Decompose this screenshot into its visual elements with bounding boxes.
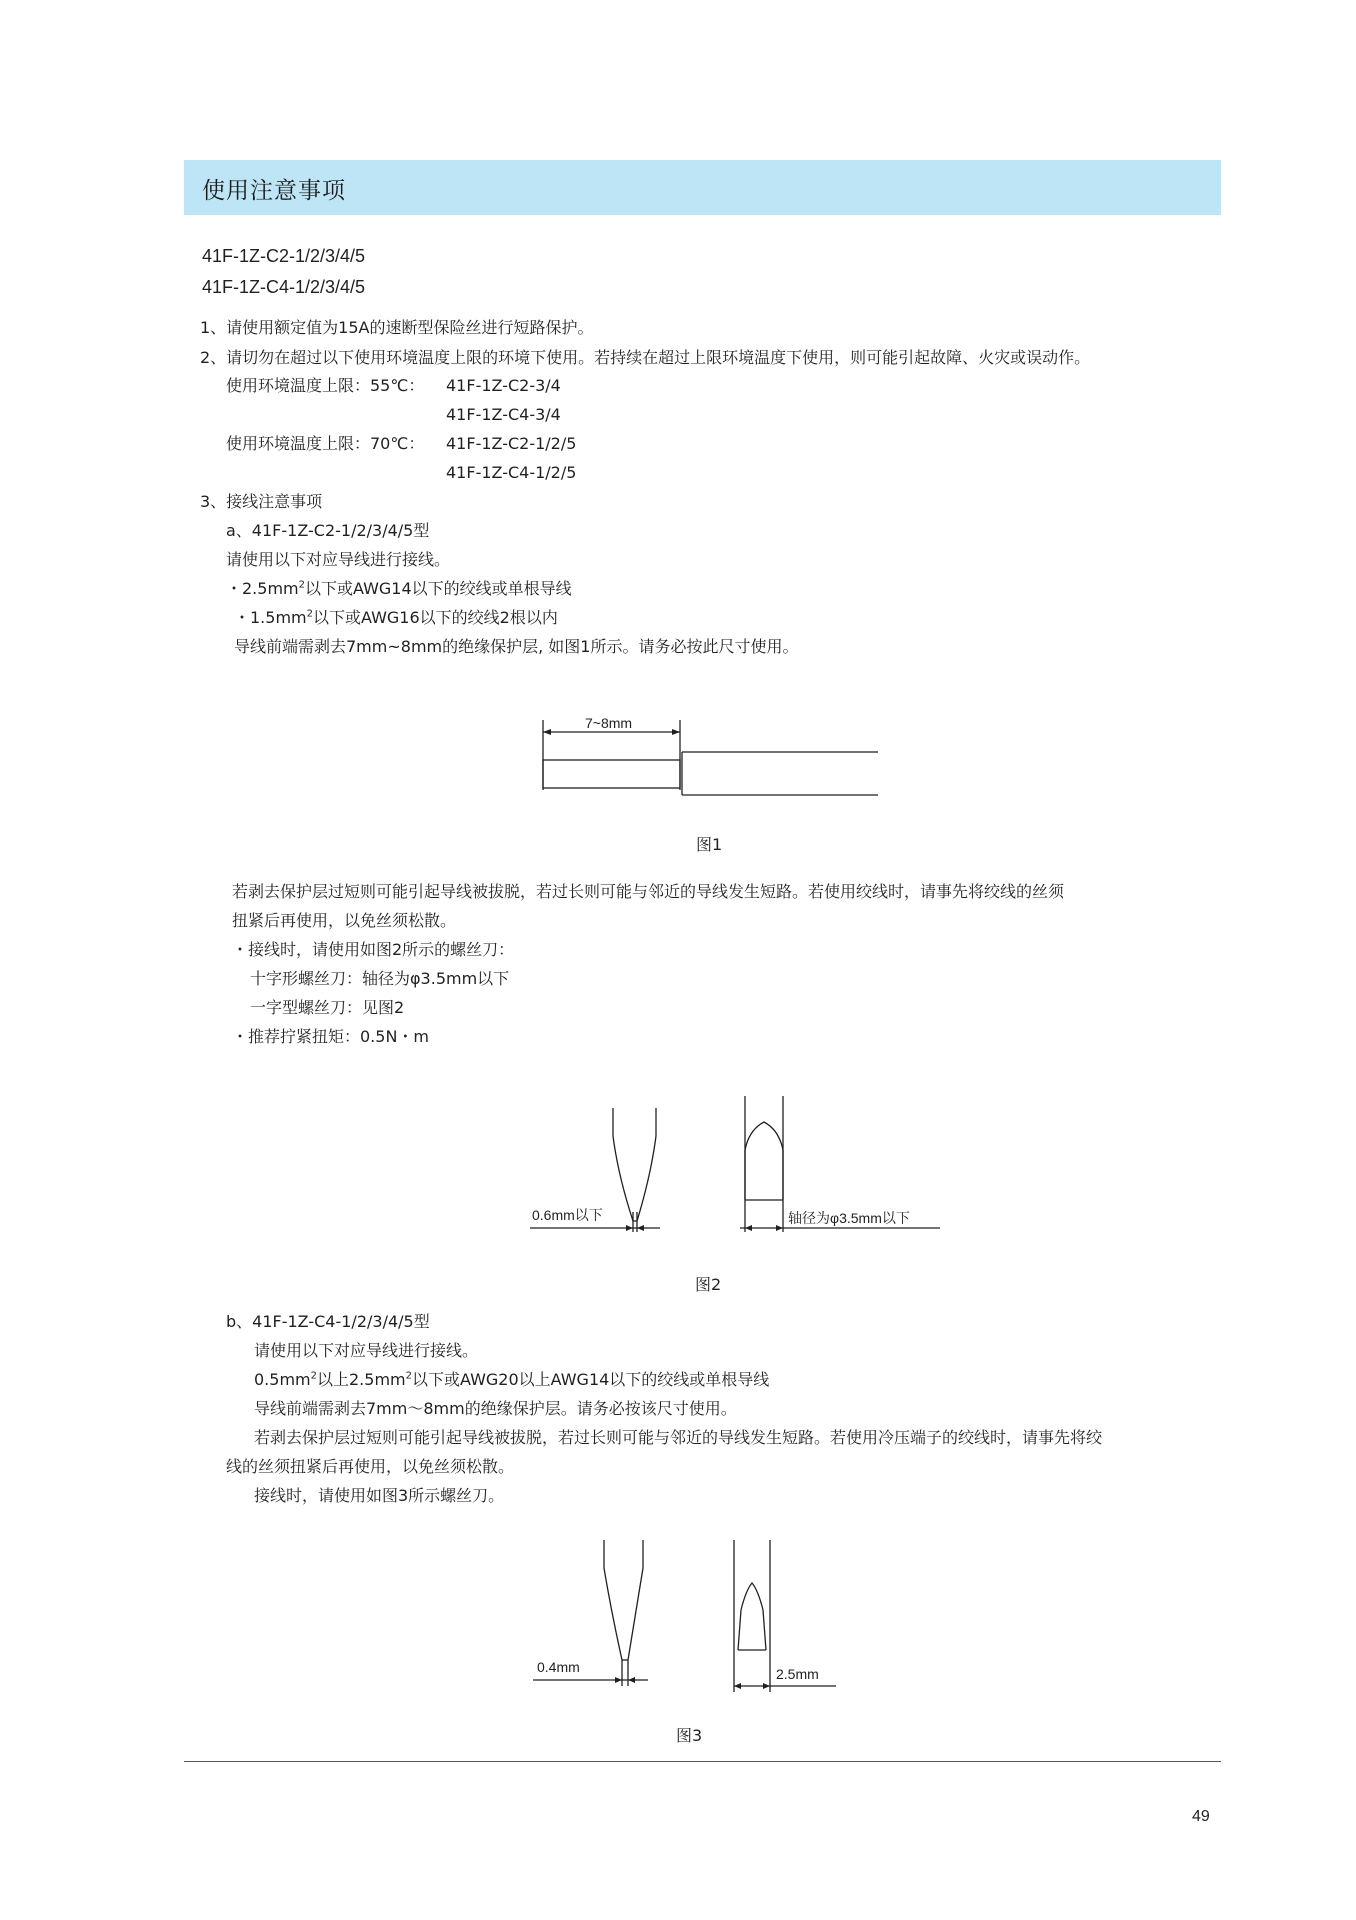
wire-intro-a: 请使用以下对应导线进行接线。 — [226, 550, 451, 569]
temp-limit-70-model-1: 41F-1Z-C2-1/2/5 — [446, 434, 577, 453]
wire-spec-1: ・$2.5mm^2$以下或AWG14以下的绞线或单根导线 — [226, 579, 572, 598]
figure-2-tip-label: 0.6mm以下 — [532, 1207, 603, 1223]
flat-screwdriver-spec: 一字型螺丝刀：见图2 — [250, 998, 405, 1017]
screwdriver-note: ・接线时，请使用如图2所示的螺丝刀： — [232, 940, 515, 959]
note-1: 1、请使用额定值为15A的速断型保险丝进行短路保护。 — [200, 318, 594, 337]
figure-1-caption: 图1 — [696, 835, 723, 854]
figure-3-caption: 图3 — [676, 1726, 703, 1745]
figure-2-shaft-label: 轴径为φ3.5mm以下 — [788, 1210, 910, 1226]
temp-limit-70-label: 使用环境温度上限：70℃： — [226, 434, 425, 453]
temp-limit-70-model-2: 41F-1Z-C4-1/2/5 — [446, 463, 577, 482]
figure-1-dimension-label: 7~8mm — [585, 715, 633, 731]
figure-3-shaft-label: 2.5mm — [776, 1666, 819, 1682]
model-name-c2: 41F-1Z-C2-1/2/3/4/5 — [202, 246, 366, 266]
wire-intro-b: 请使用以下对应导线进行接线。 — [254, 1341, 479, 1360]
temp-limit-55-label: 使用环境温度上限：55℃： — [226, 376, 425, 395]
strip-warning-b-line-1: 若剥去保护层过短则可能引起导线被拔脱，若过长则可能与邻近的导线发生短路。若使用冷压端子的绞线时，请事先将绞 — [254, 1428, 1103, 1447]
figure-3-tip-label: 0.4mm — [537, 1659, 580, 1675]
strip-length-note-b: 导线前端需剥去7mm～8mm的绝缘保护层。请务必按该尺寸使用。 — [254, 1399, 737, 1418]
wire-spec-2: ・$1.5mm^2$以下或AWG16以下的绞线2根以内 — [234, 608, 558, 627]
strip-length-note-a: 导线前端需剥去7mm~8mm的绝缘保护层, 如图1所示。请务必按此尺寸使用。 — [234, 637, 799, 656]
strip-warning-b-line-2: 线的丝须扭紧后再使用，以免丝须松散。 — [226, 1457, 515, 1476]
wire-spec-b: $0.5mm^2$以上$2.5mm^2$以下或AWG20以上AWG14以下的绞线或单根导线 — [254, 1370, 770, 1389]
footer-divider — [184, 1761, 1221, 1762]
page-number: 49 — [1192, 1808, 1210, 1825]
torque-note: ・推荐拧紧扭矩：0.5N・m — [232, 1027, 430, 1046]
strip-warning-a-line-2: 扭紧后再使用，以免丝须松散。 — [232, 911, 457, 930]
temp-limit-55-model-2: 41F-1Z-C4-3/4 — [446, 405, 561, 424]
subsection-a-heading: a、41F-1Z-C2-1/2/3/4/5型 — [226, 521, 430, 540]
temp-limit-55-model-1: 41F-1Z-C2-3/4 — [446, 376, 561, 395]
note-3-heading: 3、接线注意事项 — [200, 492, 323, 511]
model-name-c4: 41F-1Z-C4-1/2/3/4/5 — [202, 277, 366, 297]
figure-2-caption: 图2 — [695, 1275, 722, 1294]
note-2: 2、请切勿在超过以下使用环境温度上限的环境下使用。若持续在超过上限环境温度下使用，则可能引起故障、火灾或误动作。 — [200, 348, 1091, 367]
strip-warning-a-line-1: 若剥去保护层过短则可能引起导线被拔脱，若过长则可能与邻近的导线发生短路。若使用绞线时，请事先将绞线的丝须 — [232, 882, 1065, 901]
subsection-b-heading: b、41F-1Z-C4-1/2/3/4/5型 — [226, 1312, 430, 1331]
phillips-screwdriver-spec: 十字形螺丝刀：轴径为φ3.5mm以下 — [250, 969, 510, 988]
section-title: 使用注意事项 — [202, 178, 346, 204]
screwdriver-note-b: 接线时，请使用如图3所示螺丝刀。 — [254, 1486, 505, 1505]
figure-1-wire-diagram — [543, 720, 878, 795]
